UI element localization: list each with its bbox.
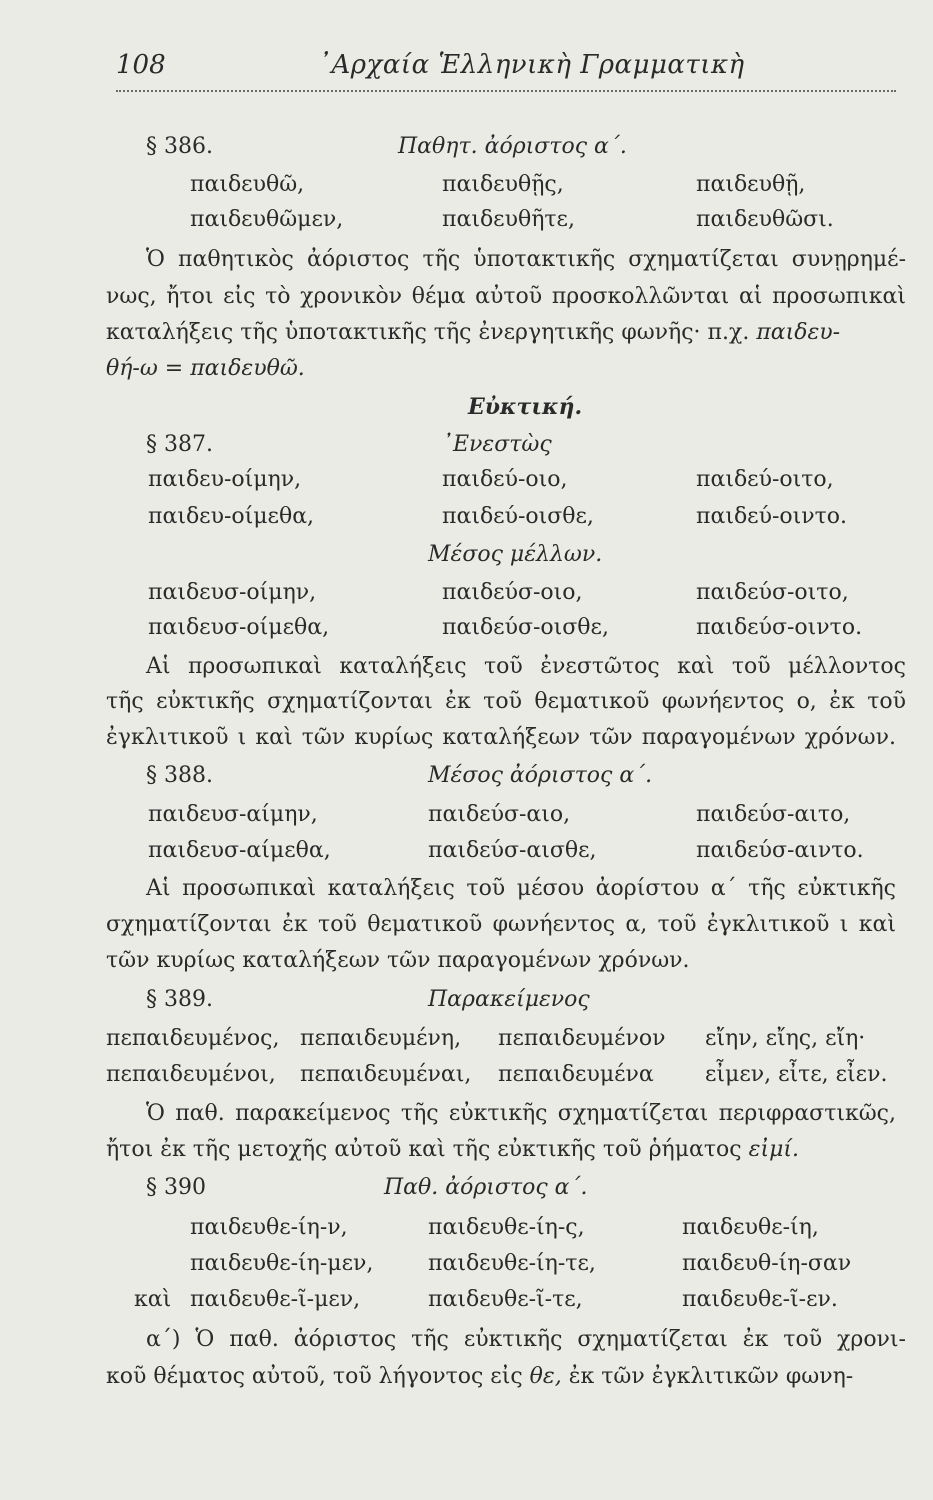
paragraph-line xyxy=(106,1135,906,1165)
example-word: παιδευ- xyxy=(756,320,841,345)
paradigm-cell: παιδεύσ-αιτο, xyxy=(696,802,851,827)
paragraph-line: Αἱ προσωπικαὶ καταλήξεις τοῦ μέσου ἀορίστου α΄ τῆς εὐκτικῆς xyxy=(146,876,896,901)
paradigm-cell: παιδευσ-αίμεθα, xyxy=(148,838,331,863)
paradigm-cell: παιδευθῶ, xyxy=(190,172,305,197)
section-389-number: § 389. xyxy=(146,987,213,1012)
paragraph-line: νως, ἤτοι εἰς τὸ χρονικὸν θέμα αὐτοῦ προσκολλῶνται αἱ προσωπικαὶ xyxy=(106,284,906,309)
paradigm-cell: εἶμεν, εἶτε, εἶεν. xyxy=(705,1062,888,1087)
paragraph-text: καταλήξεις τῆς ὑποτακτικῆς τῆς ἐνεργητικῆς φωνῆς· π.χ. xyxy=(106,320,750,345)
paragraph-text: ἐκ τῶν ἐγκλιτικῶν φωνη- xyxy=(568,1364,854,1389)
example-word: θε, xyxy=(529,1364,562,1389)
page-header xyxy=(0,50,933,90)
paradigm-cell: παιδεύσ-οιο, xyxy=(442,580,583,605)
section-390-title: Παθ. ἀόριστος α΄. xyxy=(384,1175,588,1200)
paradigm-cell: παιδευ-οίμην, xyxy=(148,467,302,492)
section-387-title: ᾿Ενεστὼς xyxy=(442,432,552,457)
section-386-title: Παθητ. ἀόριστος α΄. xyxy=(398,134,627,159)
paradigm-cell: παιδευθε-ίη, xyxy=(682,1215,819,1240)
paradigm-cell: παιδευθε-ῖ-τε, xyxy=(428,1287,583,1312)
paradigm-cell: παιδευθῆτε, xyxy=(442,207,575,232)
paradigm-cell: παιδεύσ-αισθε, xyxy=(428,838,597,863)
paradigm-cell: παιδεύ-οιο, xyxy=(442,467,568,492)
subsection-title: Μέσος μέλλων. xyxy=(428,542,603,567)
paragraph-text: κοῦ θέματος αὐτοῦ, τοῦ λήγοντος εἰς xyxy=(106,1364,523,1389)
paragraph-line: σχηματίζονται ἐκ τοῦ θεματικοῦ φωνήεντος α, τοῦ ἐγκλιτικοῦ ι καὶ xyxy=(106,912,896,937)
paradigm-cell: πεπαιδευμέναι, xyxy=(300,1062,472,1087)
section-387-number: § 387. xyxy=(146,432,213,457)
paradigm-cell: παιδευθε-ίη-μεν, xyxy=(190,1251,374,1276)
paradigm-cell: παιδευθῶμεν, xyxy=(190,207,344,232)
paradigm-cell: παιδευθῇς, xyxy=(442,172,564,197)
paradigm-cell: παιδεύ-οιντο. xyxy=(696,504,848,529)
paradigm-cell: πεπαιδευμένον xyxy=(498,1026,666,1051)
paradigm-cell: παιδεύσ-αιντο. xyxy=(696,838,864,863)
paradigm-cell: παιδεύ-οισθε, xyxy=(442,504,594,529)
paradigm-cell: πεπαιδευμένη, xyxy=(300,1026,462,1051)
paradigm-cell: παιδευσ-αίμην, xyxy=(148,802,318,827)
paradigm-cell: παιδευθε-ίη-ν, xyxy=(190,1215,348,1240)
paragraph-line: τῶν κυρίως καταλήξεων τῶν παραγομένων χρόνων. xyxy=(106,948,690,973)
paragraph-line: τῆς εὐκτικῆς σχηματίζονται ἐκ τοῦ θεματικοῦ φωνήεντος ο, ἐκ τοῦ xyxy=(106,689,906,714)
paradigm-cell: παιδεύσ-αιο, xyxy=(428,802,571,827)
paragraph-line xyxy=(106,1362,906,1392)
mood-heading: Εὐκτική. xyxy=(468,394,583,420)
paragraph-line: Ὁ παθητικὸς ἀόριστος τῆς ὑποτακτικῆς σχηματίζεται συνῃρημέ- xyxy=(146,247,906,272)
paradigm-cell: πεπαιδευμένα xyxy=(498,1062,654,1087)
paragraph-text: ἤτοι ἐκ τῆς μετοχῆς αὐτοῦ καὶ τῆς εὐκτικῆς τοῦ ῥήματος xyxy=(106,1137,742,1162)
paradigm-cell: παιδευσ-οίμεθα, xyxy=(148,615,330,640)
paradigm-cell: παιδευθε-ίη-ς, xyxy=(428,1215,585,1240)
paradigm-cell: παιδευθῶσι. xyxy=(696,207,834,232)
header-rule xyxy=(116,90,896,92)
paradigm-cell: εἴην, εἴης, εἴη· xyxy=(705,1026,866,1051)
section-390-number: § 390 xyxy=(146,1175,206,1200)
paradigm-cell: παιδευθε-ίη-τε, xyxy=(428,1251,596,1276)
section-389-title: Παρακείμενος xyxy=(428,987,590,1012)
paradigm-cell: παιδεύσ-οιτο, xyxy=(696,580,849,605)
paragraph-line: Αἱ προσωπικαὶ καταλήξεις τοῦ ἐνεστῶτος καὶ τοῦ μέλλοντος xyxy=(146,654,906,679)
running-title: ᾿Αρχαία Ἑλληνικὴ Γραμματικὴ xyxy=(318,50,745,80)
paradigm-cell: παιδευθ-ίη-σαν xyxy=(682,1251,852,1276)
page-number: 108 xyxy=(116,50,166,80)
paradigm-cell: παιδευσ-οίμην, xyxy=(148,580,317,605)
example-word: εἰμί. xyxy=(748,1137,799,1162)
paragraph-line: α΄) Ὁ παθ. ἀόριστος τῆς εὐκτικῆς σχηματίζεται ἐκ τοῦ χρονι- xyxy=(146,1327,906,1352)
paradigm-cell: πεπαιδευμένοι, xyxy=(106,1062,276,1087)
paragraph-line: Ὁ παθ. παρακείμενος τῆς εὐκτικῆς σχηματίζεται περιφραστικῶς, xyxy=(146,1101,896,1126)
paradigm-cell: παιδεύ-οιτο, xyxy=(696,467,834,492)
section-388-number: § 388. xyxy=(146,763,213,788)
section-388-title: Μέσος ἀόριστος α΄. xyxy=(428,763,653,788)
paradigm-cell: παιδεύσ-οισθε, xyxy=(442,615,609,640)
paradigm-cell: παιδεύσ-οιντο. xyxy=(696,615,863,640)
paradigm-cell: πεπαιδευμένος, xyxy=(106,1026,280,1051)
paradigm-cell: παιδευθε-ῖ-μεν, xyxy=(190,1287,361,1312)
paradigm-cell: παιδευθε-ῖ-εν. xyxy=(682,1287,838,1312)
paradigm-cell: παιδευθῇ, xyxy=(696,172,806,197)
paragraph-line: θή-ω = παιδευθῶ. xyxy=(106,356,305,381)
paragraph-line: ἐγκλιτικοῦ ι καὶ τῶν κυρίως καταλήξεων τῶν παραγομένων χρόνων. xyxy=(106,725,896,750)
paradigm-cell: παιδευ-οίμεθα, xyxy=(148,504,315,529)
paradigm-prefix: καὶ xyxy=(134,1287,172,1312)
paragraph-line xyxy=(106,318,906,348)
section-386-number: § 386. xyxy=(146,134,213,159)
